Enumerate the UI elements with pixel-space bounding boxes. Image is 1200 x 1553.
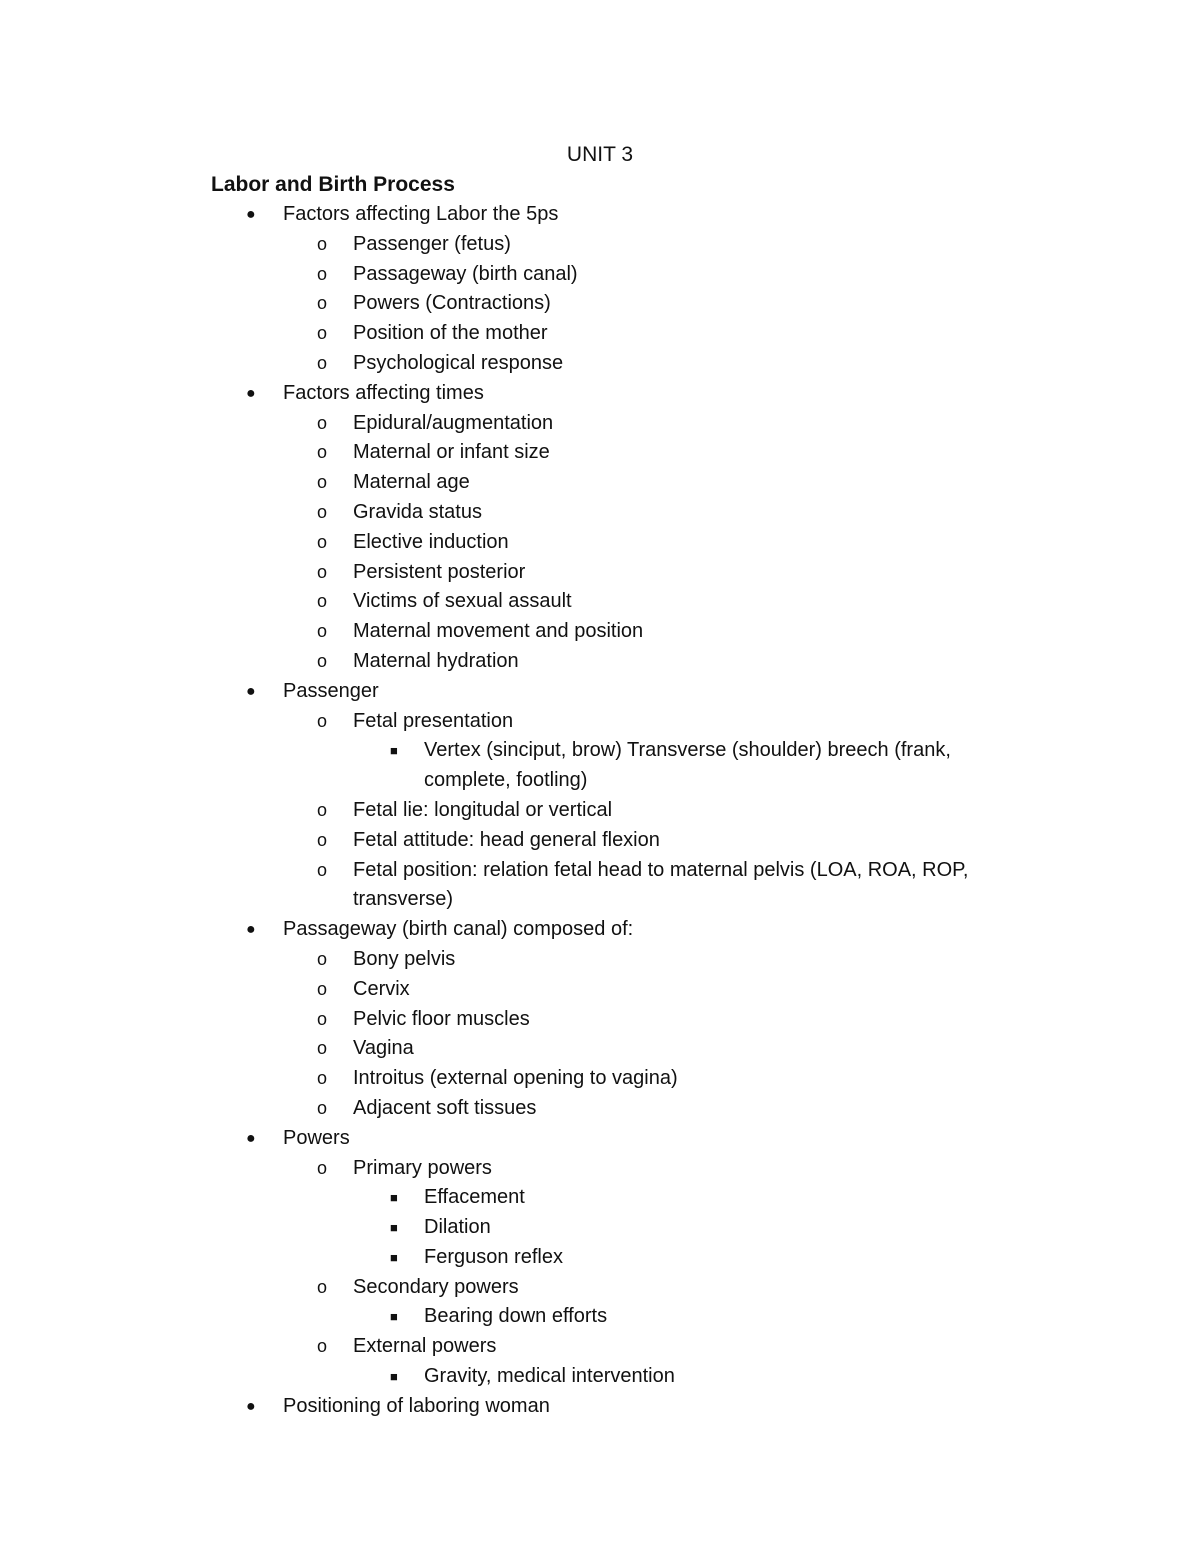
outline-item-level-2 bbox=[0, 319, 1200, 349]
outline-item-level-3 bbox=[0, 1243, 1200, 1273]
bullet-dot-icon: ● bbox=[246, 1397, 256, 1415]
bullet-dot-icon: ● bbox=[246, 682, 256, 700]
bullet-dot-icon: ● bbox=[246, 206, 256, 223]
outline-item-text: Vertex (sinciput, brow) Transverse (shoulder) breech (frank, complete, footling) bbox=[424, 739, 951, 792]
outline-item-text: Maternal age bbox=[353, 471, 470, 494]
outline-item-text: Persistent posterior bbox=[353, 560, 526, 583]
outline-item-text: Fetal position: relation fetal head to maternal pelvis (LOA, ROA, ROP, transverse) bbox=[353, 858, 969, 911]
bullet-circle-icon: o bbox=[317, 1008, 328, 1029]
bullet-square-icon: ■ bbox=[390, 1249, 398, 1265]
outline-item-level-2 bbox=[0, 349, 1200, 379]
outline-item-text: Elective induction bbox=[353, 530, 509, 553]
outline-item-text: Powers (Contractions) bbox=[353, 292, 551, 315]
bullet-dot-icon: ● bbox=[246, 1129, 256, 1147]
outline-item-text: Pelvic floor muscles bbox=[353, 1007, 530, 1030]
outline-item-level-2 bbox=[0, 528, 1200, 558]
outline-item-level-2 bbox=[0, 826, 1200, 856]
bullet-circle-icon: o bbox=[317, 531, 328, 552]
bullet-dot-icon: ● bbox=[246, 921, 256, 939]
outline-item-level-1 bbox=[0, 1392, 1200, 1422]
outline-item-text: Ferguson reflex bbox=[424, 1245, 563, 1268]
outline-item-level-2 bbox=[0, 856, 1200, 916]
bullet-circle-icon: o bbox=[317, 412, 328, 433]
bullet-circle-icon: o bbox=[317, 1276, 328, 1297]
outline-item-level-1 bbox=[0, 677, 1200, 707]
outline-item-text: Maternal hydration bbox=[353, 649, 519, 672]
bullet-circle-icon: o bbox=[317, 829, 328, 850]
outline-item-level-2 bbox=[0, 409, 1200, 439]
outline-item-level-2 bbox=[0, 707, 1200, 737]
outline-item-text: Positioning of laboring woman bbox=[283, 1394, 550, 1417]
bullet-circle-icon: o bbox=[317, 591, 328, 612]
outline-item-level-2 bbox=[0, 1005, 1200, 1035]
outline-item-level-2 bbox=[0, 945, 1200, 975]
bullet-circle-icon: o bbox=[317, 501, 328, 522]
outline-item-level-3 bbox=[0, 1183, 1200, 1213]
bullet-circle-icon: o bbox=[317, 710, 328, 731]
outline-item-text: Passageway (birth canal) composed of: bbox=[283, 918, 634, 941]
outline-item-level-2 bbox=[0, 647, 1200, 677]
outline-item-level-2 bbox=[0, 558, 1200, 588]
section-heading: Labor and Birth Process bbox=[211, 173, 455, 196]
outline-item-level-1 bbox=[0, 379, 1200, 409]
outline-item-level-1 bbox=[0, 200, 1200, 230]
bullet-square-icon: ■ bbox=[390, 1190, 398, 1206]
bullet-circle-icon: o bbox=[317, 859, 328, 880]
outline-item-level-2 bbox=[0, 1332, 1200, 1362]
outline-item-text: Cervix bbox=[353, 977, 410, 1000]
bullet-circle-icon: o bbox=[317, 263, 328, 284]
outline-item-text: Fetal presentation bbox=[353, 709, 514, 732]
bullet-circle-icon: o bbox=[317, 1157, 328, 1178]
outline-item-text: Fetal lie: longitudal or vertical bbox=[353, 798, 613, 821]
outline-list bbox=[0, 200, 1200, 1422]
outline-item-text: Bony pelvis bbox=[353, 947, 456, 970]
outline-item-text: Psychological response bbox=[353, 351, 564, 374]
bullet-circle-icon: o bbox=[317, 323, 328, 344]
outline-item-level-2 bbox=[0, 796, 1200, 826]
outline-item-text: Factors affecting Labor the 5ps bbox=[283, 203, 559, 225]
bullet-circle-icon: o bbox=[317, 978, 328, 999]
outline-item-text: Introitus (external opening to vagina) bbox=[353, 1067, 678, 1090]
outline-item-level-2 bbox=[0, 498, 1200, 528]
outline-item-text: Secondary powers bbox=[353, 1275, 519, 1298]
outline-item-text: Victims of sexual assault bbox=[353, 590, 572, 613]
bullet-circle-icon: o bbox=[317, 948, 328, 969]
outline-item-level-2 bbox=[0, 260, 1200, 290]
outline-item-text: Fetal attitude: head general flexion bbox=[353, 828, 660, 851]
outline-item-text: Vagina bbox=[353, 1037, 414, 1060]
outline-item-level-2 bbox=[0, 1064, 1200, 1094]
outline-item-text: Primary powers bbox=[353, 1156, 492, 1179]
bullet-circle-icon: o bbox=[317, 799, 328, 820]
bullet-circle-icon: o bbox=[317, 1336, 328, 1357]
bullet-circle-icon: o bbox=[317, 293, 328, 314]
outline-item-level-2 bbox=[0, 617, 1200, 647]
bullet-dot-icon: ● bbox=[246, 384, 256, 402]
outline-item-text: External powers bbox=[353, 1335, 497, 1358]
outline-item-text: Passenger (fetus) bbox=[353, 232, 511, 255]
outline-item-level-2 bbox=[0, 1154, 1200, 1184]
outline-item-level-2 bbox=[0, 975, 1200, 1005]
outline-item-level-3 bbox=[0, 1302, 1200, 1332]
bullet-circle-icon: o bbox=[317, 650, 328, 671]
unit-title: UNIT 3 bbox=[566, 143, 634, 166]
outline-item-level-2 bbox=[0, 587, 1200, 617]
bullet-square-icon: ■ bbox=[390, 1369, 398, 1385]
outline-item-text: Dilation bbox=[424, 1216, 491, 1239]
outline-item-level-2 bbox=[0, 289, 1200, 319]
outline-item-level-1 bbox=[0, 1124, 1200, 1154]
bullet-square-icon: ■ bbox=[390, 1220, 398, 1236]
outline-item-text: Passenger bbox=[283, 679, 379, 702]
outline-item-text: Bearing down efforts bbox=[424, 1305, 608, 1328]
outline-item-text: Passageway (birth canal) bbox=[353, 262, 578, 285]
bullet-square-icon: ■ bbox=[390, 743, 398, 759]
bullet-circle-icon: o bbox=[317, 621, 328, 642]
bullet-circle-icon: o bbox=[317, 472, 328, 493]
outline-item-text: Maternal or infant size bbox=[353, 441, 550, 464]
outline-item-level-3 bbox=[0, 1213, 1200, 1243]
outline-item-level-2 bbox=[0, 1273, 1200, 1303]
outline-item-level-2 bbox=[0, 438, 1200, 468]
outline-item-text: Maternal movement and position bbox=[353, 620, 644, 643]
outline-item-level-3 bbox=[0, 736, 1200, 796]
bullet-circle-icon: o bbox=[317, 442, 328, 463]
bullet-circle-icon: o bbox=[317, 233, 328, 254]
outline-item-text: Adjacent soft tissues bbox=[353, 1096, 537, 1119]
outline-item-text: Factors affecting times bbox=[283, 381, 484, 404]
bullet-circle-icon: o bbox=[317, 561, 328, 582]
outline-item-text: Epidural/augmentation bbox=[353, 411, 554, 434]
outline-item-text: Position of the mother bbox=[353, 322, 548, 345]
bullet-circle-icon: o bbox=[317, 352, 328, 373]
outline-item-text: Powers bbox=[283, 1126, 350, 1149]
outline-item-level-3 bbox=[0, 1362, 1200, 1392]
outline-item-level-2 bbox=[0, 1094, 1200, 1124]
bullet-circle-icon: o bbox=[317, 1097, 328, 1118]
outline-item-text: Effacement bbox=[424, 1186, 525, 1209]
outline-item-level-2 bbox=[0, 468, 1200, 498]
outline-item-level-2 bbox=[0, 230, 1200, 260]
bullet-circle-icon: o bbox=[317, 1038, 328, 1059]
outline-item-text: Gravida status bbox=[353, 500, 482, 523]
bullet-square-icon: ■ bbox=[390, 1309, 398, 1325]
outline-item-text: Gravity, medical intervention bbox=[424, 1365, 675, 1388]
outline-item-level-2 bbox=[0, 1034, 1200, 1064]
bullet-circle-icon: o bbox=[317, 1068, 328, 1089]
outline-item-level-1 bbox=[0, 915, 1200, 945]
